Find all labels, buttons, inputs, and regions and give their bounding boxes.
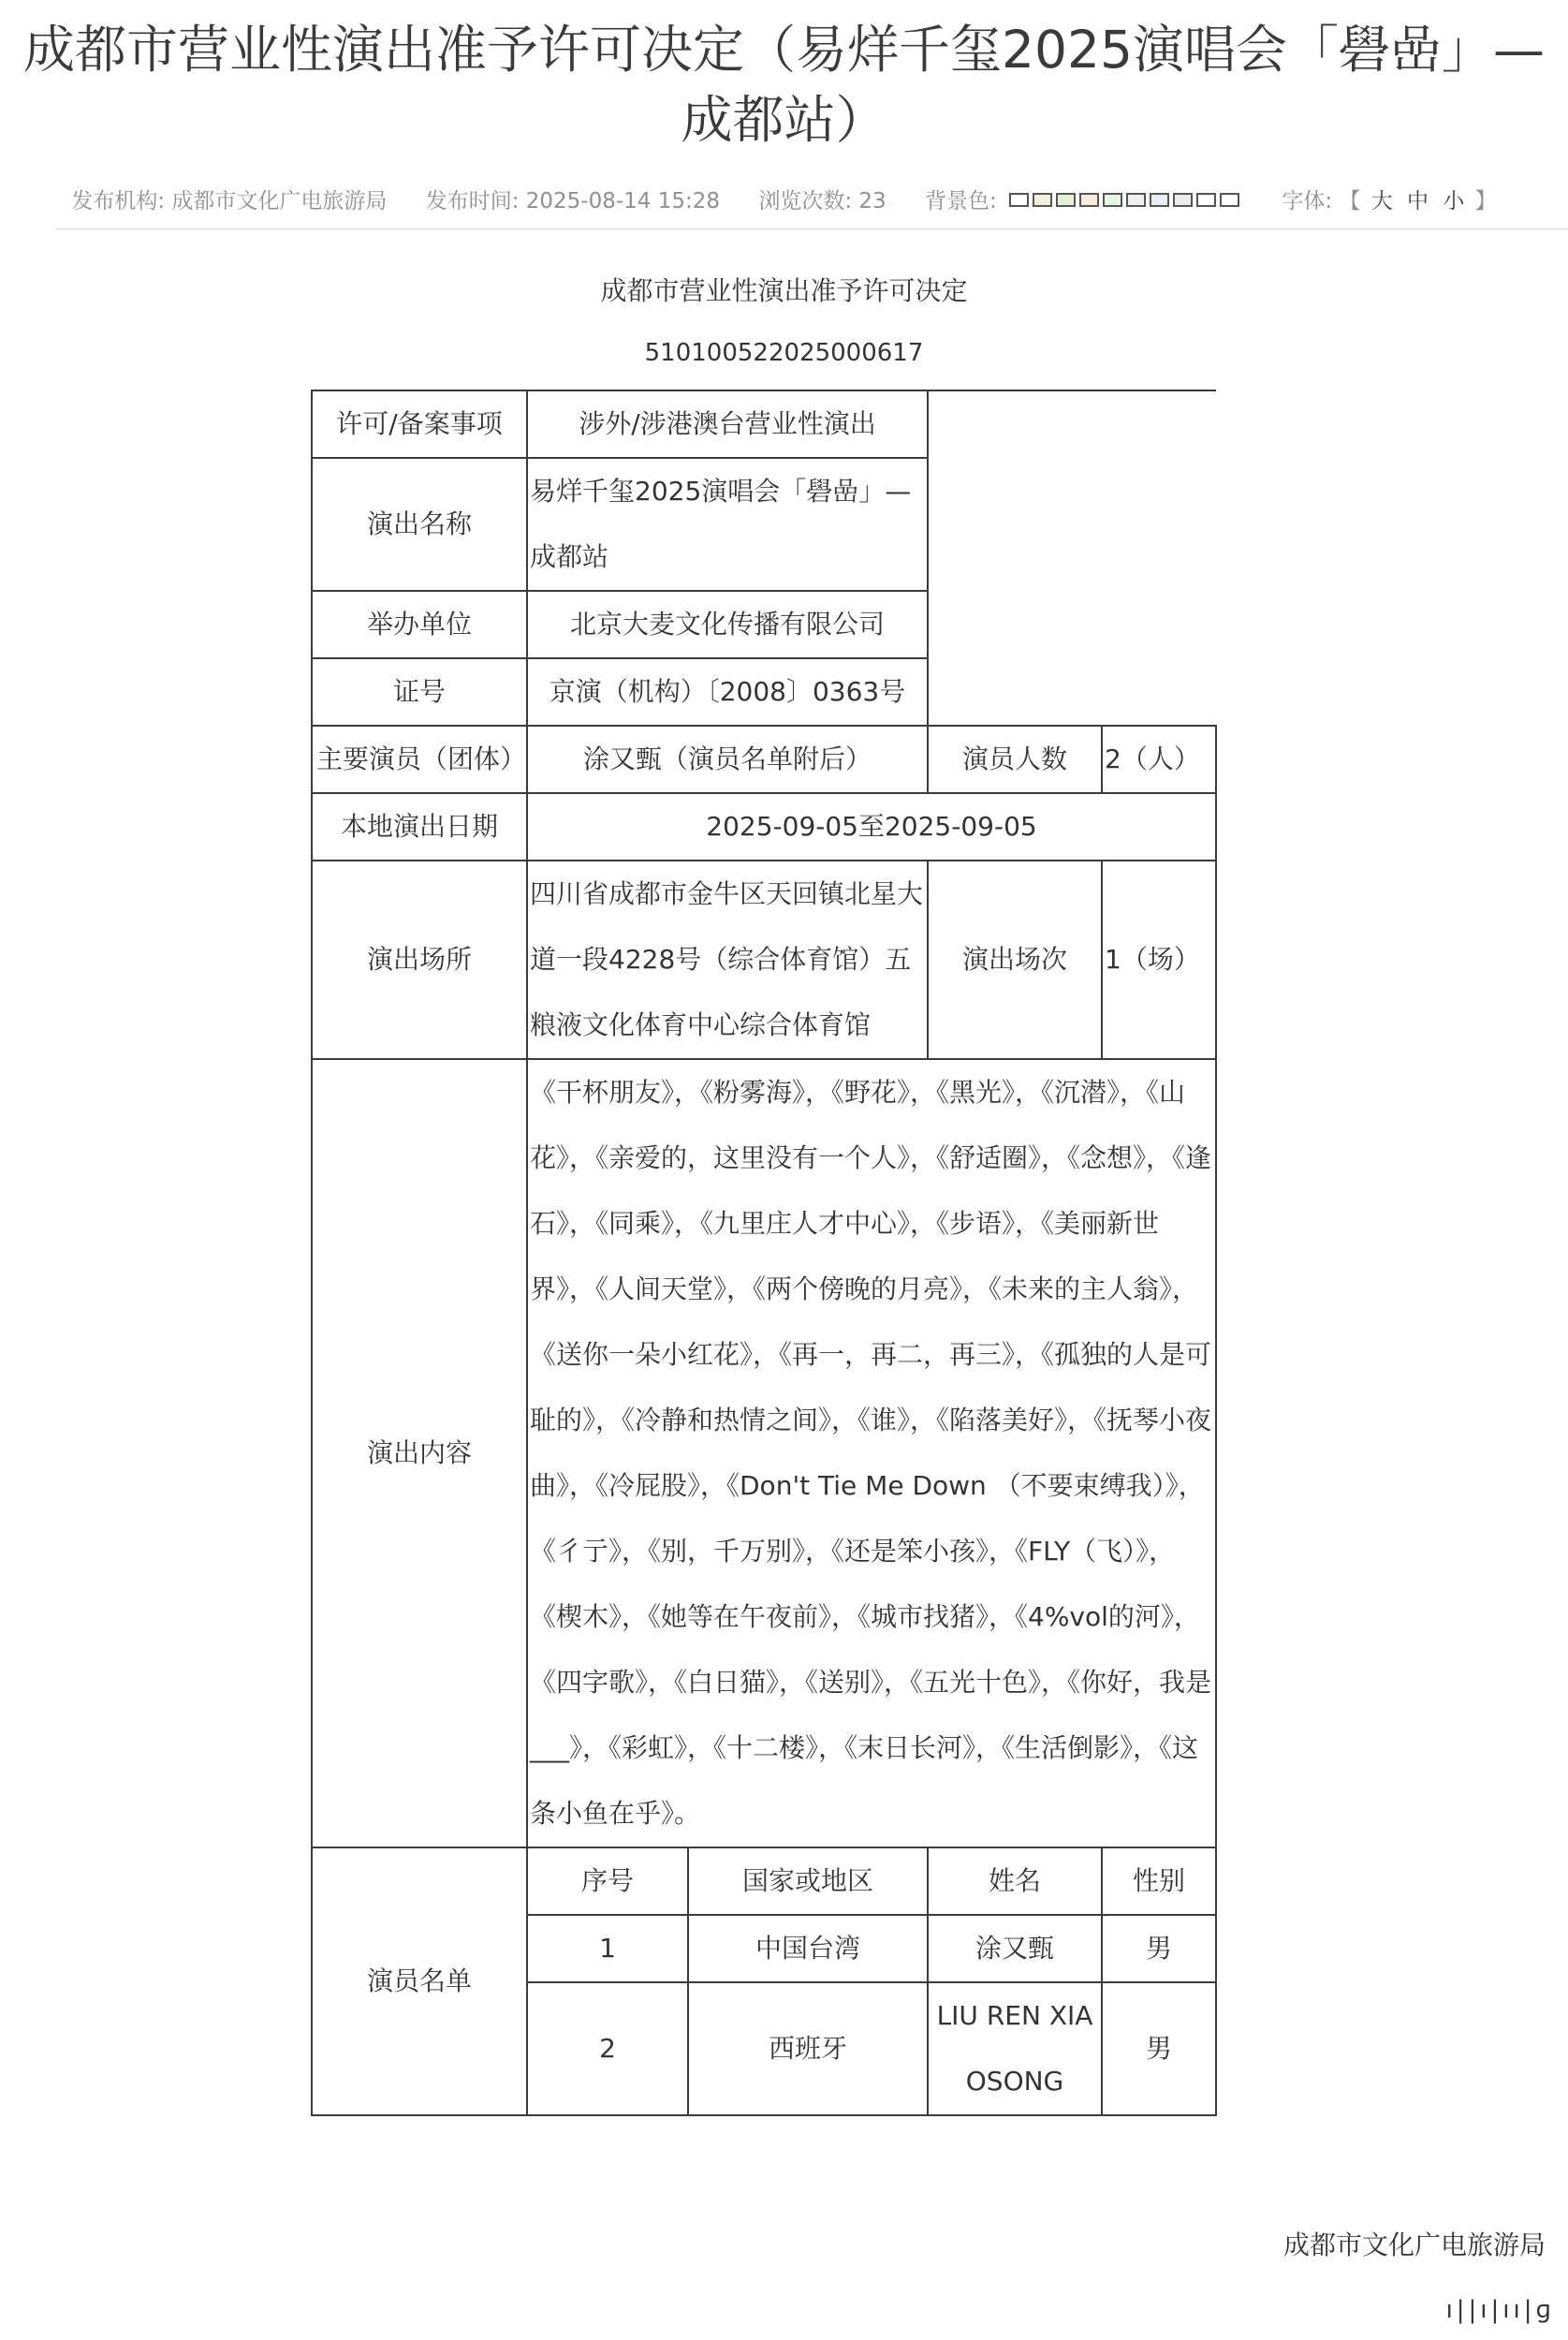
font-size-small-button[interactable]: 小 [1443, 189, 1465, 213]
font-size-label: 字体: [1282, 189, 1333, 213]
show-name-value: 易烊千玺2025演唱会「礐嵒」—成都站 [527, 458, 928, 591]
empty-cell [928, 390, 1216, 726]
sessions-value: 1（场） [1102, 861, 1216, 1059]
background-color-swatch[interactable] [1079, 193, 1099, 207]
venue-value: 四川省成都市金牛区天回镇北星大道一段4228号（综合体育馆）五粮液文化体育中心综合体育馆 [527, 861, 928, 1059]
document-number: 510100522025000617 [644, 339, 924, 367]
roster-cell: 男 [1102, 1915, 1216, 1982]
roster-cell: 西班牙 [688, 1982, 928, 2115]
sessions-label: 演出场次 [928, 861, 1102, 1059]
background-color-swatch[interactable] [1009, 193, 1029, 207]
background-color-swatch[interactable] [1196, 193, 1216, 207]
background-label: 背景色: [924, 189, 997, 213]
organizer-value: 北京大麦文化传播有限公司 [527, 591, 928, 658]
roster-cell: 涂又甄 [928, 1915, 1102, 1982]
table-row [312, 793, 1216, 861]
organizer-label: 举办单位 [312, 591, 527, 658]
background-color-picker [1009, 187, 1243, 212]
issuer-signature: 成都市文化广电旅游局 [1282, 2230, 1546, 2260]
background-color-swatch[interactable] [1033, 193, 1052, 207]
roster-header-name: 姓名 [928, 1847, 1102, 1915]
font-size-open-bracket: 【 [1339, 189, 1361, 213]
background-color-swatch[interactable] [1150, 193, 1169, 207]
license-label: 许可/备案事项 [312, 390, 527, 458]
performer-count-value: 2（人） [1102, 726, 1216, 793]
table-row [312, 726, 1216, 793]
font-size-large-button[interactable]: 大 [1370, 189, 1393, 213]
font-size-switcher [1339, 184, 1496, 214]
roster-header-index: 序号 [527, 1847, 688, 1915]
background-color-swatch[interactable] [1103, 193, 1122, 207]
roster-cell: 中国台湾 [688, 1915, 928, 1982]
view-count: 浏览次数: 23 [758, 189, 887, 213]
main-performer-label: 主要演员（团体） [312, 726, 527, 793]
show-name-label: 演出名称 [312, 458, 527, 591]
article-meta [0, 184, 1568, 214]
table-row [312, 1847, 1216, 1915]
main-performer-value: 涂又甄（演员名单附后） [527, 726, 928, 793]
font-size-close-bracket: 】 [1474, 189, 1497, 213]
venue-label: 演出场所 [312, 861, 527, 1059]
license-value: 涉外/涉港澳台营业性演出 [527, 390, 928, 458]
background-color-swatch[interactable] [1173, 193, 1193, 207]
cert-label: 证号 [312, 658, 527, 726]
roster-cell: LIU REN XIAOSONG [928, 1982, 1102, 2115]
font-size-medium-button[interactable]: 中 [1407, 189, 1429, 213]
roster-cell: 2 [527, 1982, 688, 2115]
content-value: 《干杯朋友》，《粉雾海》，《野花》，《黑光》，《沉潜》，《山花》，《亲爱的，这里没有一个人》，《舒适圈》，《念想》，《逢石》，《同乘》，《九里庄人才中心》，《步语》，《美丽新世界》，《人间天堂》，《两个傍晚的月亮》，《未来的主人翁》，《送你一朵小红花》，《再一，再二，再三》，《孤独的人是可耻的》，《冷静和热情之间》，《谁》，《陷落美好》，《抚琴小夜曲》，《冷屁股》，《Don't Tie Me Down （不要束缚我）》，《彳亍》，《别，千万别》，《还是笨小孩》，《FLY（飞）》，《楔木》，《她等在午夜前》，《城市找猪》，《4%vol的河》，《四字歌》，《白日猫》，《送别》，《五光十色》，《你好，我是___》，《彩虹》，《十二楼》，《末日长河》，《生活倒影》，《这条小鱼在乎》。 [527, 1059, 1216, 1847]
roster-cell: 男 [1102, 1982, 1216, 2115]
page-footer-marks: ı||ı|ıı|ɡ [1445, 2296, 1555, 2324]
performer-count-label: 演员人数 [928, 726, 1102, 793]
roster-header-region: 国家或地区 [688, 1847, 928, 1915]
cert-value: 京演（机构）〔2008〕0363号 [527, 658, 928, 726]
permit-table [311, 390, 1217, 2116]
publish-time: 发布时间: 2025-08-14 15:28 [425, 189, 721, 213]
background-color-swatch[interactable] [1220, 193, 1239, 207]
date-value: 2025-09-05至2025-09-05 [527, 793, 1216, 861]
table-row [312, 861, 1216, 1059]
table-row [312, 390, 1216, 458]
roster-label: 演员名单 [312, 1847, 527, 2115]
background-color-swatch[interactable] [1126, 193, 1146, 207]
date-label: 本地演出日期 [312, 793, 527, 861]
page-title: 成都市营业性演出准予许可决定（易烊千玺2025演唱会「礐嵒」—成都站） [23, 20, 1545, 150]
roster-cell: 1 [527, 1915, 688, 1982]
roster-header-gender: 性别 [1102, 1847, 1216, 1915]
background-color-swatch[interactable] [1056, 193, 1076, 207]
publisher: 发布机构: 成都市文化广电旅游局 [71, 189, 388, 213]
content-label: 演出内容 [312, 1059, 527, 1847]
meta-divider [56, 228, 1568, 229]
table-row [312, 1059, 1216, 1847]
document-heading: 成都市营业性演出准予许可决定 [600, 275, 968, 306]
